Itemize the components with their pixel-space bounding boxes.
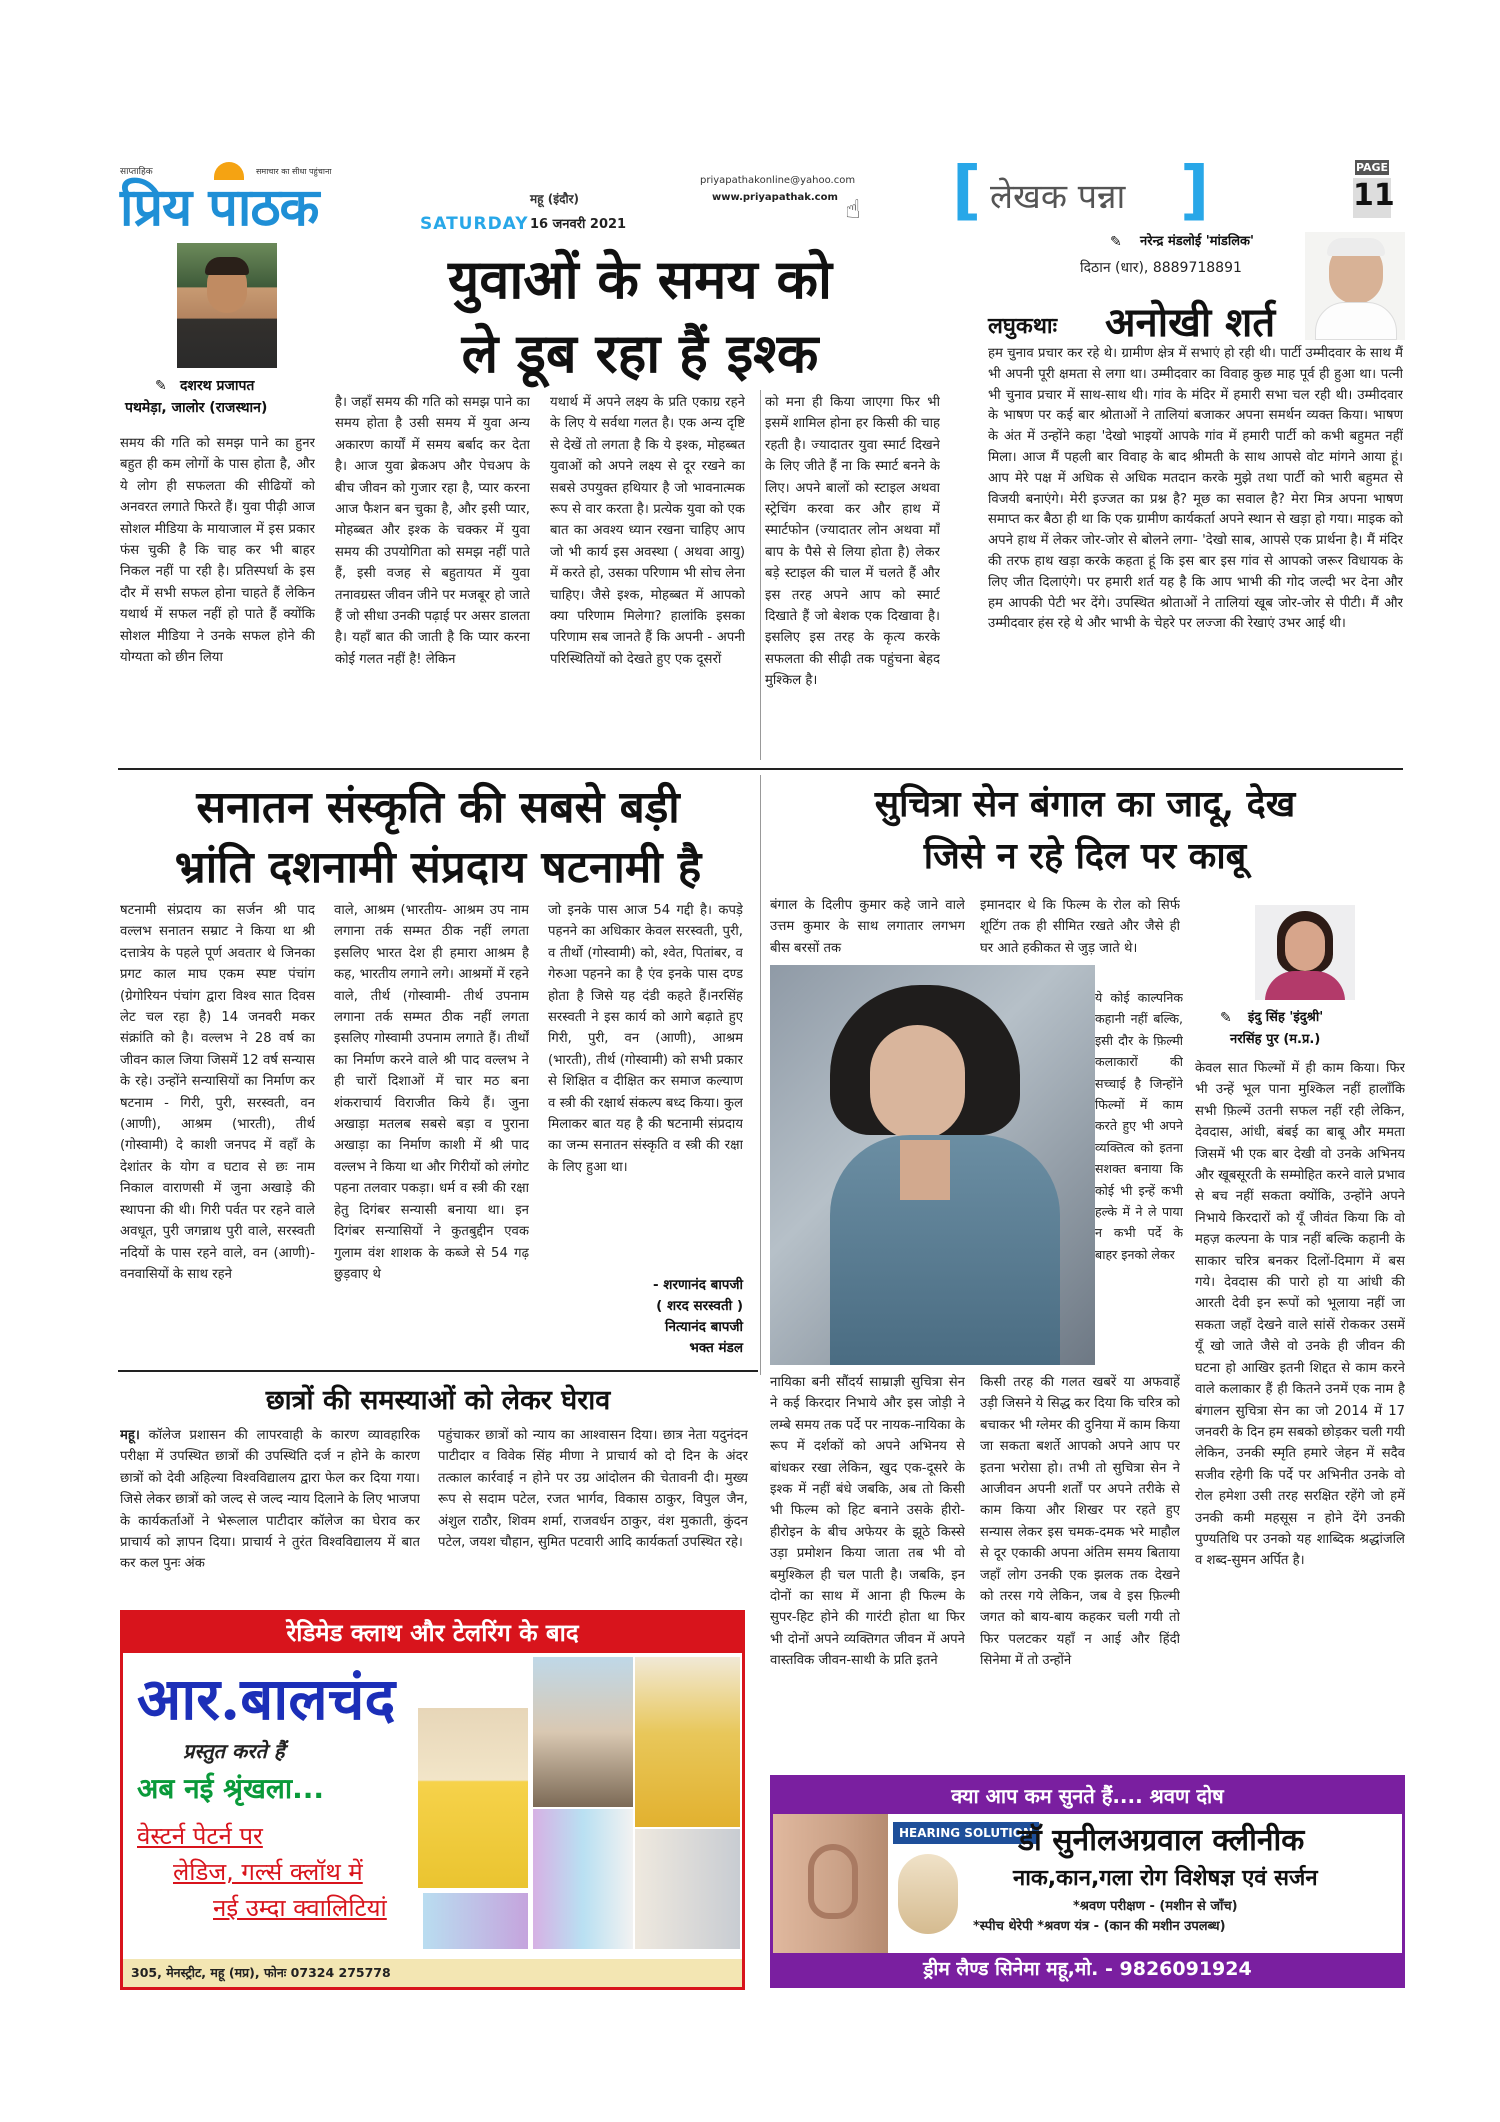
ad-line: वेस्टर्न पेटर्न पर	[137, 1822, 263, 1850]
signature-line: नित्यानंद बापजी	[665, 1319, 743, 1335]
author-name: दशरथ प्रजापत	[180, 378, 255, 394]
logo	[120, 160, 360, 250]
author-place: नरसिंह पुर (म.प्र.)	[1230, 1032, 1321, 1047]
article-column: समय की गति को समझ पाने का हुनर बहुत ही कम लोगों के पास होता है, और ये लोग ही सफलता की सीढियों को अनवरत लगाते फिरते हैं। युवा पीढ़ी आज सोशल मीडिया के मायाजाल में इस प्रकार फंस चुकी है कि चाह कर भी बाहर निकल नहीं पा रही है। प्रतिस्पर्धा के इस दौर में सभी सफल होना चाहते हैं लेकिन यथार्थ में सफल नहीं हो पाते हैं क्योंकि सोशल मीडिया ने उनके सफल होने की योग्यता को छीन लिया	[120, 436, 315, 666]
ad-banner: रेडिमेड क्लाथ और टेलरिंग के बाद	[123, 1613, 742, 1653]
signature-line: - शरणानंद बापजी	[652, 1277, 743, 1293]
ad-present: प्रस्तुत करते हैं	[183, 1739, 285, 1763]
clothing-photo	[423, 1893, 528, 1949]
headline-line-1: युवाओं के समय को	[448, 247, 832, 311]
pen-icon: ✎	[155, 378, 167, 394]
article-column: है। जहाँ समय की गति को समझ पाने का समय होता है उसी समय में युवा अन्य अकारण कार्यों में समय बर्बाद कर देता है। आज युवा ब्रेकअप और पेचअप के बीच जीवन को गुजार रहा है, प्यार करना आज फैशन बन चुका है, और इसी प्यार, मोहब्बत और इश्क के चक्कर में युवा समय की उपयोगिता को समझ नहीं पाते हैं, इसी वजह से बहुतायत में युवा तनावग्रस्त जीवन जीने पर मजबूर हो जाते हैं जो सीधा उनकी पढ़ाई पर असर डालता है। यहाँ बात की जाती है कि प्यार करना कोई गलत नहीं है! लेकिन	[335, 395, 530, 667]
clothing-photo	[533, 1809, 633, 1949]
news-text: कॉलेज प्रशासन की लापरवाही के कारण व्यावहारिक परीक्षा में उपस्थित छात्रों की उपस्थिति दर्ज न होने के कारण छात्रों को देवी अहिल्या विश्वविद्यालय द्वारा फेल कर दिया गया। जिसे लेकर छात्रों को जल्द से जल्द न्याय दिलाने के लिए भाजपा के कार्यकर्ताओं ने भेरूलाल पाटीदार कॉलेज का घेराव कर प्राचार्य को ज्ञापन दिया। प्राचार्य ने तुरंत विश्वविद्यालय में बात कर कल पुनः अंक	[120, 1428, 420, 1572]
page-label: PAGE	[1355, 161, 1389, 174]
section-bracket-right: ]	[1180, 154, 1210, 228]
email-label: priyapathakonline@yahoo.com	[700, 175, 856, 186]
article-column: जो इनके पास आज 54 गद्दी है। कपड़े पहनने का अधिकार केवल सरस्वती, पुरी, व तीर्थो (गोस्वामी) को, श्वेत, पितांबर, व गेरुआ पहनने का है एंव इनके पास दण्ड होता है जिसे यह दंडी कहते हैं।नरसिंह सरस्वती ने इस कार्य को आगे बढ़ाते हुए गिरी, पुरी, वन (आणी), आश्रम (भारती), तीर्थ (गोस्वामी) को सभी प्रकार से शिक्षित व दीक्षित कर समाज कल्याण व स्त्री की रक्षार्थ संकल्प बध्द किया। कुल मिलाकर बात यह है की षटनामी संप्रदाय का जन्म सनातन संस्कृति व स्त्री की रक्षा के लिए हुआ था।	[548, 903, 743, 1175]
article-column: किसी तरह की गलत खबरें या अफवाहें उड़ी जिसने ये सिद्ध कर दिया कि चरित्र को बचाकर भी ग्लेमर की दुनिया में काम किया जा सकता बशर्ते आपको अपने आप पर इतना भरोसा हो। तभी तो सुचित्रा सेन ने आजीवन अपनी शर्तों पर अपने तरीके से काम किया और शिखर पर रहते हुए सन्यास लेकर इस चमक-दमक भरे माहौल से दूर एकाकी अपना अंतिम समय बिताया जहाँ लोग उनकी एक झलक तक देखने को तरस गये लेकिन, जब वे इस फ़िल्मी जगत को बाय-बाय कहकर चली गयी तो फिर पलटकर यहाँ न आई और हिंदी सिनेमा में तो उन्होंने	[980, 1375, 1180, 1669]
ad-address: 305, मेनस्ट्रीट, महू (मप्र), फोनः 07324 275778	[123, 1959, 742, 1987]
ad-brand: आर.बालचंद	[137, 1665, 396, 1733]
hand-pointer-icon: ☝	[845, 195, 861, 225]
headline-line-2: जिसे न रहे दिल पर काबू	[923, 835, 1247, 877]
article-column: को मना ही किया जाएगा फिर भी इसमें शामिल होना हर किसी की चाह रहती है। ज्यादातर युवा स्मार्ट दिखने के लिए जीते हैं ना कि स्मार्ट बनने के लिए। अपने बालों को स्टाइल अथवा स्ट्रेचिंग करवा कर और हाथ में स्मार्टफोन (ज्यादातर लोन अथवा माँ बाप के पैसे से लिया होता है) लेकर बड़े स्टाइल की चाल में चलते हैं और इस तरह अपने आप को स्मार्ट दिखाते हैं जो बेशक एक दिखावा है। इसलिए इस तरह के कृत्य करके सफलता की सीढ़ी तक पहुंचना बेहद मुश्किल है।	[765, 395, 940, 689]
article-column: केवल सात फिल्मों में ही काम किया। फिर भी उन्हें भूल पाना मुश्किल नहीं हालाँकि सभी फ़िल्में उतनी सफल नहीं रही लेकिन, देवदास, आंधी, बंबई का बाबू और ममता जिसमें भी एक बार देखी वो उनके अभिनय और खूबसूरती के सम्मोहित करने वाले प्रभाव से बच नहीं सकता क्योंकि, उन्होंने अपने निभाये किरदारों को यूँ जीवंत किया कि वो महज़ कल्पना के पात्र नहीं बल्कि कहानी के साकार चरित्र बनकर दिलों-दिमाग में बस गये। देवदास की पारो हो या आंधी की आरती देवी इन रूपों को भूलाया नहीं जा सकता जहाँ देखने वाले सांसें रोककर उसमें यूँ खो जाते जैसे वो उनके ही जीवन की घटना हो आखिर इतनी शिद्दत से काम करने वाले कलाकार हैं ही कितने उनमें एक नाम है बंगालन सुचित्रा सेन का जो 2014 में 17 जनवरी के दिन हम सबको छोड़कर चली गयी लेकिन, उनकी स्मृति हमारे जेहन में सदैव सजीव रहेगी कि पर्दे पर अभिनीत उनके वो रोल हमेशा उसी तरह सरक्षित रहेंगे जो हमें उनकी कमी महसूस न होने देंगे उनकी पुण्यतिथि पर उनको यह शाब्दिक श्रद्धांजलि व शब्द-सुमन अर्पित है।	[1195, 1061, 1405, 1569]
clothing-photo	[635, 1829, 740, 1949]
headline-line-1: सुचित्रा सेन बंगाल का जादू, देख	[874, 783, 1296, 825]
page-number: 11	[1353, 178, 1391, 218]
logo-small-right: समाचार का सीधा पहुंचाना	[256, 167, 332, 176]
hearing-aid-icon	[898, 1854, 958, 1934]
article-headline: छात्रों की समस्याओं को लेकर घेराव	[265, 1385, 611, 1416]
dateline: महू।	[120, 1428, 140, 1443]
clothing-photo	[635, 1657, 740, 1827]
article-column: ये कोई काल्पनिक कहानी नहीं बल्कि, इसी दौर के फ़िल्मी कलाकारों की सच्चाई है जिन्होंने फिल्मों में काम करते हुए भी अपने व्यक्तित्व को इतना सशक्त बनाया कि कोई भी इन्हें कभी हल्के में ने ले पाया न कभी पर्दे के बाहर इनको लेकर	[1095, 990, 1183, 1262]
author-photo-indu	[1255, 905, 1355, 1000]
signature-block	[548, 1275, 743, 1359]
section-title: लेखक पन्ना	[990, 177, 1126, 217]
column-divider	[760, 390, 761, 760]
place-label: महू (इंदौर)	[530, 192, 579, 206]
headline-line-1: सनातन संस्कृति की सबसे बड़ी	[196, 782, 680, 833]
pen-icon: ✎	[1220, 1010, 1232, 1026]
column-divider	[760, 775, 761, 1375]
article-column: इमानदार थे कि फिल्म के रोल को सिर्फ शूटिंग तक ही सीमित रखते और जैसे ही घर आते हकीकत से जुड़ जाते थे।	[980, 898, 1180, 956]
article-column	[120, 1425, 420, 1597]
author-name: इंदु सिंह 'इंदुश्री'	[1248, 1010, 1324, 1025]
clothing-photo	[418, 1708, 528, 1888]
article-headline	[770, 778, 1400, 882]
section-divider	[118, 1370, 758, 1372]
date-label: 16 जनवरी 2021	[530, 217, 627, 232]
section-bracket-left: [	[952, 154, 982, 228]
website-label[interactable]: www.priyapathak.com	[712, 192, 838, 203]
ad-line: लेडिज, गर्ल्स क्लॉथ में	[173, 1858, 363, 1886]
ad-balchand[interactable]	[120, 1610, 745, 1990]
ad-service: *श्रवण परीक्षण - (मशीन से जाँच)	[1073, 1899, 1238, 1914]
pen-icon: ✎	[1110, 234, 1122, 250]
author-photo-dashrath	[177, 243, 277, 368]
ad-doctor: डॉ सुनीलअग्रवाल क्लीनीक	[1018, 1823, 1305, 1858]
article-headline	[330, 242, 950, 390]
article-headline	[118, 778, 758, 898]
author-photo-narendra	[1305, 232, 1405, 340]
headline-line-2: ले डूब रहा हैं इश्क	[461, 321, 819, 385]
ad-tag: HEARING SOLUTION	[893, 1822, 1039, 1844]
article-column: पहुंचाकर छात्रों को न्याय का आश्वासन दिया। छात्र नेता यदुनंदन पाटीदार व विवेक सिंह मीणा ने प्राचार्य को दो दिन के अंदर तत्काल कार्रवाई न होने पर उग्र आंदोलन की चेतावनी दी। मुख्य रूप से सदाम पटेल, रजत भार्गव, विकास ठाकुर, विपुल जैन, अंशुल राठौर, शिवम शर्मा, राजवर्धन ठाकुर, वंश मुकाती, कुंदन पटेल, जयश चौहान, सुमित पटवारी आदि कार्यकर्ता उपस्थित रहे।	[438, 1428, 748, 1551]
logo-text: प्रिय पाठक	[120, 177, 319, 238]
story-label: लघुकथाः	[988, 314, 1058, 339]
ad-specialty: नाक,कान,गला रोग विशेषज्ञ एवं सर्जन	[1013, 1866, 1318, 1891]
article-column: षटनामी संप्रदाय का सर्जन श्री पाद वल्लभ सनातन सम्राट ने किया था श्री दत्तात्रेय के पहले पूर्ण अवतार थे जिनका प्रगट काल माघ एकम स्पष्ट पंचांग (ग्रेगोरियन पंचांग द्वारा विश्व सात दिवस लेट चल रहा है) 14 जनवरी मकर संक्रांति को है। वल्लभ ने 28 वर्ष का जीवन काल जिया जिसमें 12 वर्ष सन्यास के रहे। उन्होंने सन्यासियों का निर्माण कर षटनाम - गिरी, पुरी, सरस्वती, वन (आणी), आश्रम (भारती), तीर्थ (गोस्वामी) दे काशी जनपद में वहाँ के देशांतर के योग व घटाव से छः नाम निकाल वाराणसी में जुना अखाड़े की स्थापना की थी। गिरी पर्वत पर रहने वाले अवधूत, पुरी जगन्नाथ पुरी वाले, सरस्वती नदियों के पास रहने वाले, वन (आणी)- वनवासियों के साथ रहने	[120, 903, 315, 1282]
article-column: यथार्थ में अपने लक्ष्य के प्रति एकाग्र रहने के लिए ये सर्वथा गलत है। एक अन्य दृष्टि से देखें तो लगता है कि ये इश्क, मोहब्बत युवाओं को अपने लक्ष्य से दूर रखने का सबसे उपयुक्त हथियार है जो भावनात्मक रूप से वार करता है। प्रत्येक युवा को एक बात का अवश्य ध्यान रखना चाहिए आप जो भी कार्य इस अवस्था ( अथवा आयु) में करते हो, उसका परिणाम भी सोच लेना चाहिए। जैसे इश्क, मोहब्बत में आपको क्या परिणाम मिलेगा? हालांकि इसका परिणाम सब जानते हैं कि अपनी - अपनी परिस्थितियों को देखते हुए एक दूसरों	[550, 395, 745, 667]
logo-small-left: साप्ताहिक	[120, 167, 153, 177]
section-divider	[118, 768, 1403, 770]
article-column: वाले, आश्रम (भारतीय- आश्रम उप नाम लगाना तर्क सम्मत ठीक नहीं लगता इसलिए भारत देश ही हमारा आश्रम है कह, भारतीय लगाने लगे। आश्रमों में रहने वाले, तीर्थ (गोस्वामी- तीर्थ उपनाम लगाना तर्क सम्मत ठीक नहीं लगता इसलिए गोस्वामी उपनाम लगाते हैं। तीर्थों का निर्माण करने वाले श्री पाद वल्लभ ने ही चारों दिशाओं में चार मठ बना शंकराचार्य विराजीत किये हैं। जुना अखाड़ा मतलब सबसे बड़ा व पुराना अखाड़ा का निर्माण काशी में श्री पाद वल्लभ ने किया था और गिरीयों को लंगोट पहना तलवार पकड़ा। धर्म व स्त्री की रक्षा हेतु दिगंबर सन्यासी बनाया था। इन दिगंबर सन्यासियों ने कुतबुद्दीन एवक गुलाम वंश शाशक के कब्जे से 54 गढ़ छुड़वाए थे	[334, 903, 529, 1282]
ad-contact: ड्रीम लैण्ड सिनेमा महू,मो. - 9826091924	[773, 1953, 1402, 1985]
day-label: SATURDAY	[420, 214, 529, 234]
ad-line: नई उम्दा क्वालिटियां	[213, 1894, 387, 1922]
article-column: नायिका बनी सौंदर्य साम्राज्ञी सुचित्रा सेन ने कई किरदार निभाये और इस जोड़ी ने लम्बे समय तक पर्दे पर नायक-नायिका के रूप में दर्शकों को अपने अभिनय से बांधकर रखा लेकिन, खुद एक-दूसरे के इश्क में नहीं बंधे जबकि, अब तो किसी भी फिल्म को हिट बनाने उसके हीरो-हीरोइन के बीच अफेयर के झूठे किस्से उड़ा प्रमोशन किया जाता तब भी वो बमुश्किल ही चल पाती है। जबकि, इन दोनों का साथ में आना ही फिल्म के सुपर-हिट होने की गारंटी होता था फिर भी दोनों अपने व्यक्तिगत जीवन में अपने वास्तविक जीवन-साथी के प्रति इतने	[770, 1375, 965, 1669]
ear-photo	[773, 1814, 888, 1954]
suchitra-sen-photo	[770, 965, 1095, 1365]
author-place: दिठान (धार), 8889718891	[1080, 260, 1242, 276]
story-title: अनोखी शर्त	[1105, 299, 1276, 346]
author-name: नरेन्द्र मंडलोई 'मांडलिक'	[1140, 234, 1255, 249]
signature-line: भक्त मंडल	[689, 1340, 743, 1356]
story-body: हम चुनाव प्रचार कर रहे थे। ग्रामीण क्षेत्र में सभाएं हो रही थी। पार्टी उम्मीदवार के साथ मैं भी अपनी पूरी क्षमता से लगा था। उम्मीदवार का विवाह कुछ माह पूर्व ही हुआ था। पत्नी भी चुनाव प्रचार में साथ-साथ थी। गांव के मंदिर में हमारी सभा चल रही थी। उम्मीदवार के भाषण पर कई बार श्रोताओं ने तालियां बजाकर अपना समर्थन व्यक्त किया। भाषण के अंत में उन्होंने कहा 'देखो भाइयों आपके गांव में हमारी पार्टी को कभी बहुमत नहीं मिला। आज मैं पहली बार विवाह के बाद श्रीमती के साथ आपसे वोट मांगने आया हूं। आप मेरे पक्ष में अधिक से अधिक मतदान करके मुझे तथा पार्टी को भारी बहुमत से विजयी बनाएंगे। मेरी इज्जत का प्रश्न है? मूछ का सवाल है? मेरा मित्र अपना भाषण समाप्त कर बैठा ही था कि एक ग्रामीण कार्यकर्ता अपने स्थान से खड़ा हो गया। माइक को अपने हाथ में लेकर जोर-जोर से बोलने लगा- 'देखो साब, आपसे एक प्रार्थना है। मैं मंदिर की तरफ हाथ खड़ा करके कहता हूं कि इस बार इस गांव से आपको जरूर विधायक के लिए जीत दिलाएंगे। पर हमारी शर्त यह है कि आप भाभी की गोद जल्दी भर देना और हम आपकी पेटी भर देंगे। उपस्थित श्रोताओं ने तालियां खूब जोर-जोर से पीटी। मैं और उम्मीदवार हंस रहे थे और भाभी के चेहरे पर लज्जा की रेखाएं उभर आई थी।	[988, 346, 1403, 632]
ad-hearing-clinic[interactable]	[770, 1775, 1405, 1988]
ad-banner: क्या आप कम सुनते हैं.... श्रवण दोष	[773, 1778, 1402, 1814]
clothing-photo	[533, 1657, 633, 1807]
article-column: बंगाल के दिलीप कुमार कहे जाने वाले उत्तम कुमार के साथ लगातार लगभग बीस बरसों तक	[770, 898, 965, 956]
signature-line: ( शरद सरस्वती )	[656, 1298, 743, 1314]
ad-service: *स्पीच थेरेपी *श्रवण यंत्र - (कान की मशीन उपलब्ध)	[973, 1919, 1226, 1934]
author-place: पथमेड़ा, जालोर (राजस्थान)	[125, 400, 268, 416]
ad-series: अब नई श्रृंखला...	[137, 1772, 325, 1805]
headline-line-2: भ्रांति दशनामी संप्रदाय षटनामी है	[174, 842, 702, 893]
